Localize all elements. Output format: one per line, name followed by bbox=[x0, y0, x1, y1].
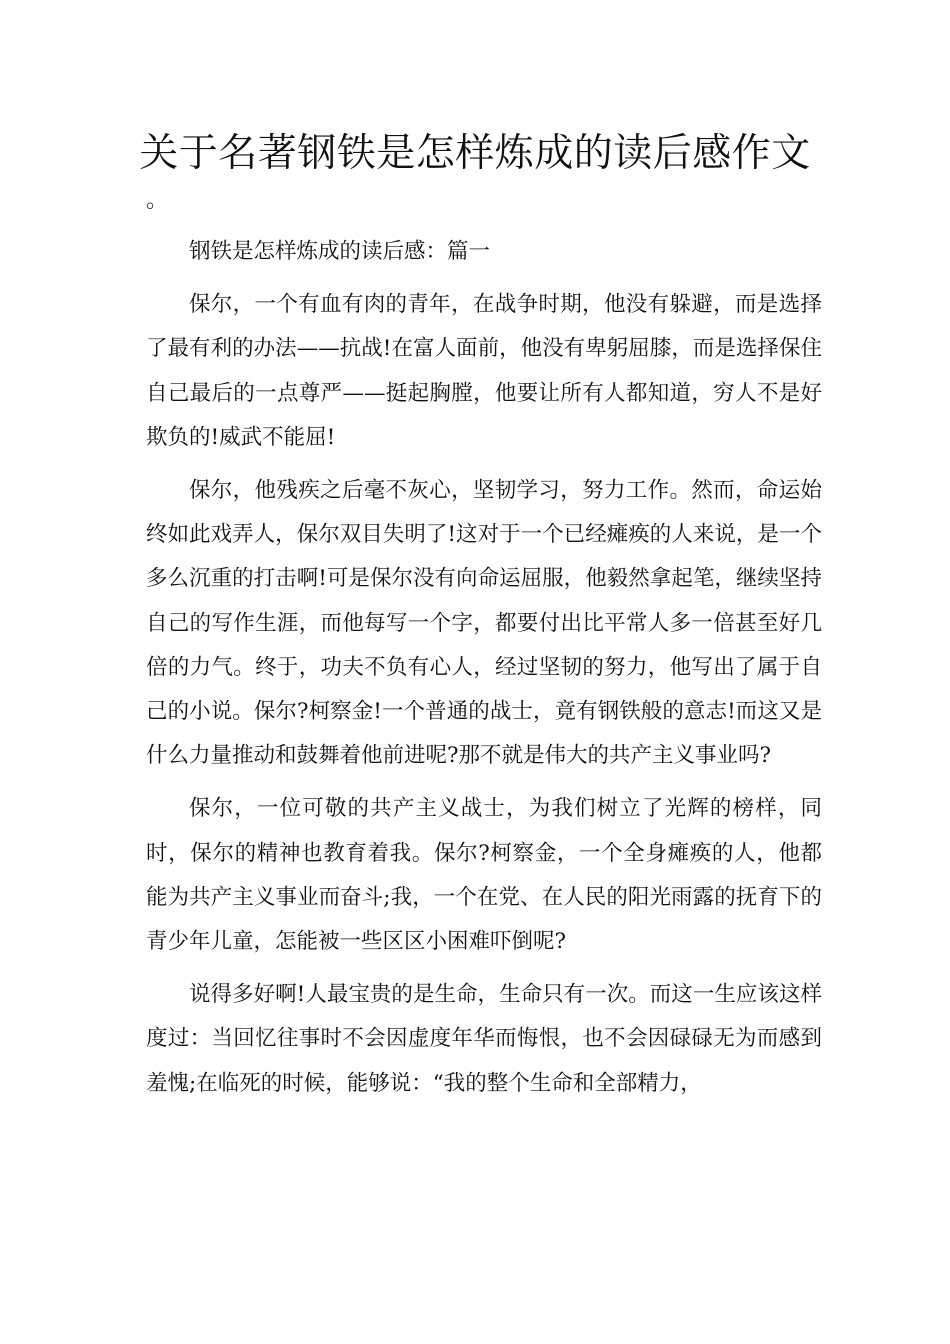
article-body bbox=[146, 230, 822, 1115]
page-title: 关于名著钢铁是怎样炼成的读后感作文 bbox=[139, 131, 811, 176]
paragraph: 说得多好啊!人最宝贵的是生命，生命只有一次。而这一生应该这样度过：当回忆往事时不会因虚度年华而悔恨，也不会因碌碌无为而感到羞愧;在临死的时候，能够说：“我的整个生命和全部精力， bbox=[146, 982, 822, 1096]
paragraph: 保尔，一个有血有肉的青年，在战争时期，他没有躲避，而是选择了最有利的办法——抗战!在富人面前，他没有卑躬屈膝，而是选择保住自己最后的一点尊严——挺起胸膛，他要让所有人都知道，穷人不是好欺负的!威武不能屈! bbox=[146, 292, 822, 450]
paragraph: 保尔，他残疾之后毫不灰心，坚韧学习，努力工作。然而，命运始终如此戏弄人，保尔双目失明了!这对于一个已经瘫痪的人来说，是一个多么沉重的打击啊!可是保尔没有向命运屈服，他毅然拿起笔，继续坚持自己的写作生涯，而他每写一个字，都要付出比平常人多一倍甚至好几倍的力气。终于，功夫不负有心人，经过坚韧的努力，他写出了属于自己的小说。保尔?柯察金!一个普通的战士，竟有钢铁般的意志!而这又是什么力量推动和鼓舞着他前进呢?那不就是伟大的共产主义事业吗? bbox=[146, 478, 822, 769]
section-heading: 钢铁是怎样炼成的读后感：篇一 bbox=[189, 239, 491, 264]
title-trailing-mark: 。 bbox=[146, 188, 169, 213]
paragraph: 保尔，一位可敬的共产主义战士，为我们树立了光辉的榜样，同时，保尔的精神也教育着我。保尔?柯察金，一个全身瘫痪的人，他都能为共产主义事业而奋斗;我，一个在党、在人民的阳光雨露的抚育下的青少年儿童，怎能被一些区区小困难吓倒呢? bbox=[146, 796, 822, 955]
